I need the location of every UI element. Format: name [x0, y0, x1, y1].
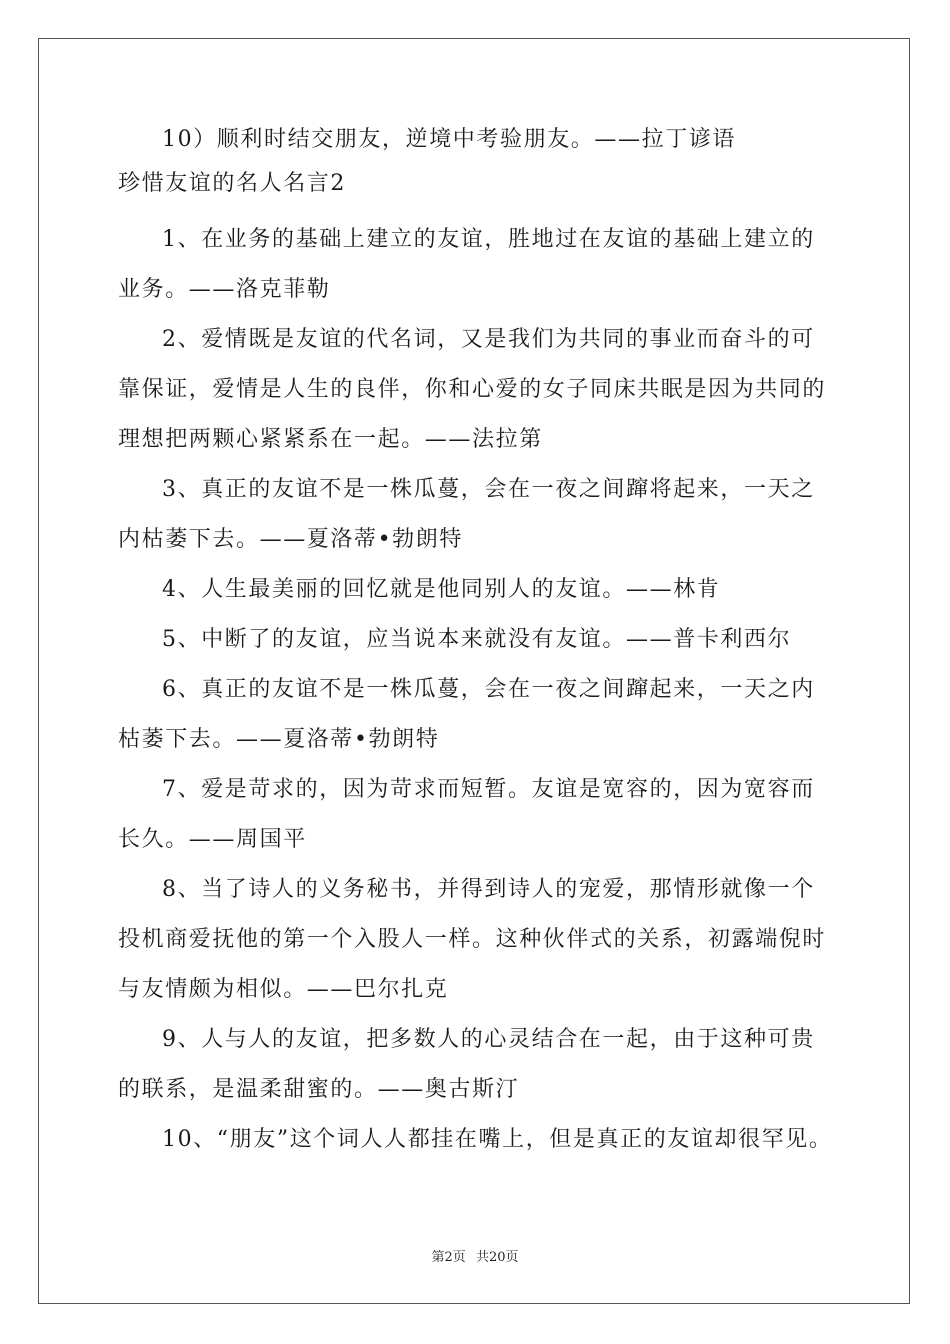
text-line: 业务。——洛克菲勒 — [118, 277, 331, 302]
page-footer — [0, 1246, 950, 1265]
text-line: 的联系，是温柔甜蜜的。——奥古斯汀 — [118, 1077, 520, 1102]
text-line: 理想把两颗心紧紧系在一起。——法拉第 — [118, 427, 543, 452]
text-line: 靠保证，爱情是人生的良伴，你和心爱的女子同床共眠是因为共同的 — [118, 377, 827, 402]
text-line: 珍惜友谊的名人名言2 — [118, 171, 346, 196]
text-line: 1、在业务的基础上建立的友谊，胜地过在友谊的基础上建立的 — [162, 227, 815, 252]
text-line: 与友情颇为相似。——巴尔扎克 — [118, 977, 449, 1002]
text-line: 8、当了诗人的义务秘书，并得到诗人的宠爱，那情形就像一个 — [162, 877, 815, 902]
page-total: 共20页 — [475, 1250, 519, 1265]
text-line: 9、人与人的友谊，把多数人的心灵结合在一起，由于这种可贵 — [162, 1027, 815, 1052]
text-line: 投机商爱抚他的第一个入股人一样。这种伙伴式的关系，初露端倪时 — [118, 927, 827, 952]
text-line: 6、真正的友谊不是一株瓜蔓，会在一夜之间蹿起来，一天之内 — [162, 677, 815, 702]
text-line: 长久。——周国平 — [118, 827, 307, 852]
text-line: 5、中断了的友谊，应当说本来就没有友谊。——普卡利西尔 — [162, 627, 792, 652]
text-line: 3、真正的友谊不是一株瓜蔓，会在一夜之间蹿将起来，一天之 — [162, 477, 815, 502]
text-line: 2、爱情既是友谊的代名词，又是我们为共同的事业而奋斗的可 — [162, 327, 815, 352]
text-line: 7、爱是苛求的，因为苛求而短暂。友谊是宽容的，因为宽容而 — [162, 777, 815, 802]
text-line: 10）顺利时结交朋友，逆境中考验朋友。——拉丁谚语 — [162, 127, 736, 152]
text-line: 枯萎下去。——夏洛蒂•勃朗特 — [118, 727, 440, 752]
text-line: 10、“朋友”这个词人人都挂在嘴上，但是真正的友谊却很罕见。 — [162, 1127, 833, 1152]
text-line: 4、人生最美丽的回忆就是他同别人的友谊。——林肯 — [162, 577, 721, 602]
text-line: 内枯萎下去。——夏洛蒂•勃朗特 — [118, 527, 463, 552]
page-number: 第2页 — [431, 1250, 466, 1265]
